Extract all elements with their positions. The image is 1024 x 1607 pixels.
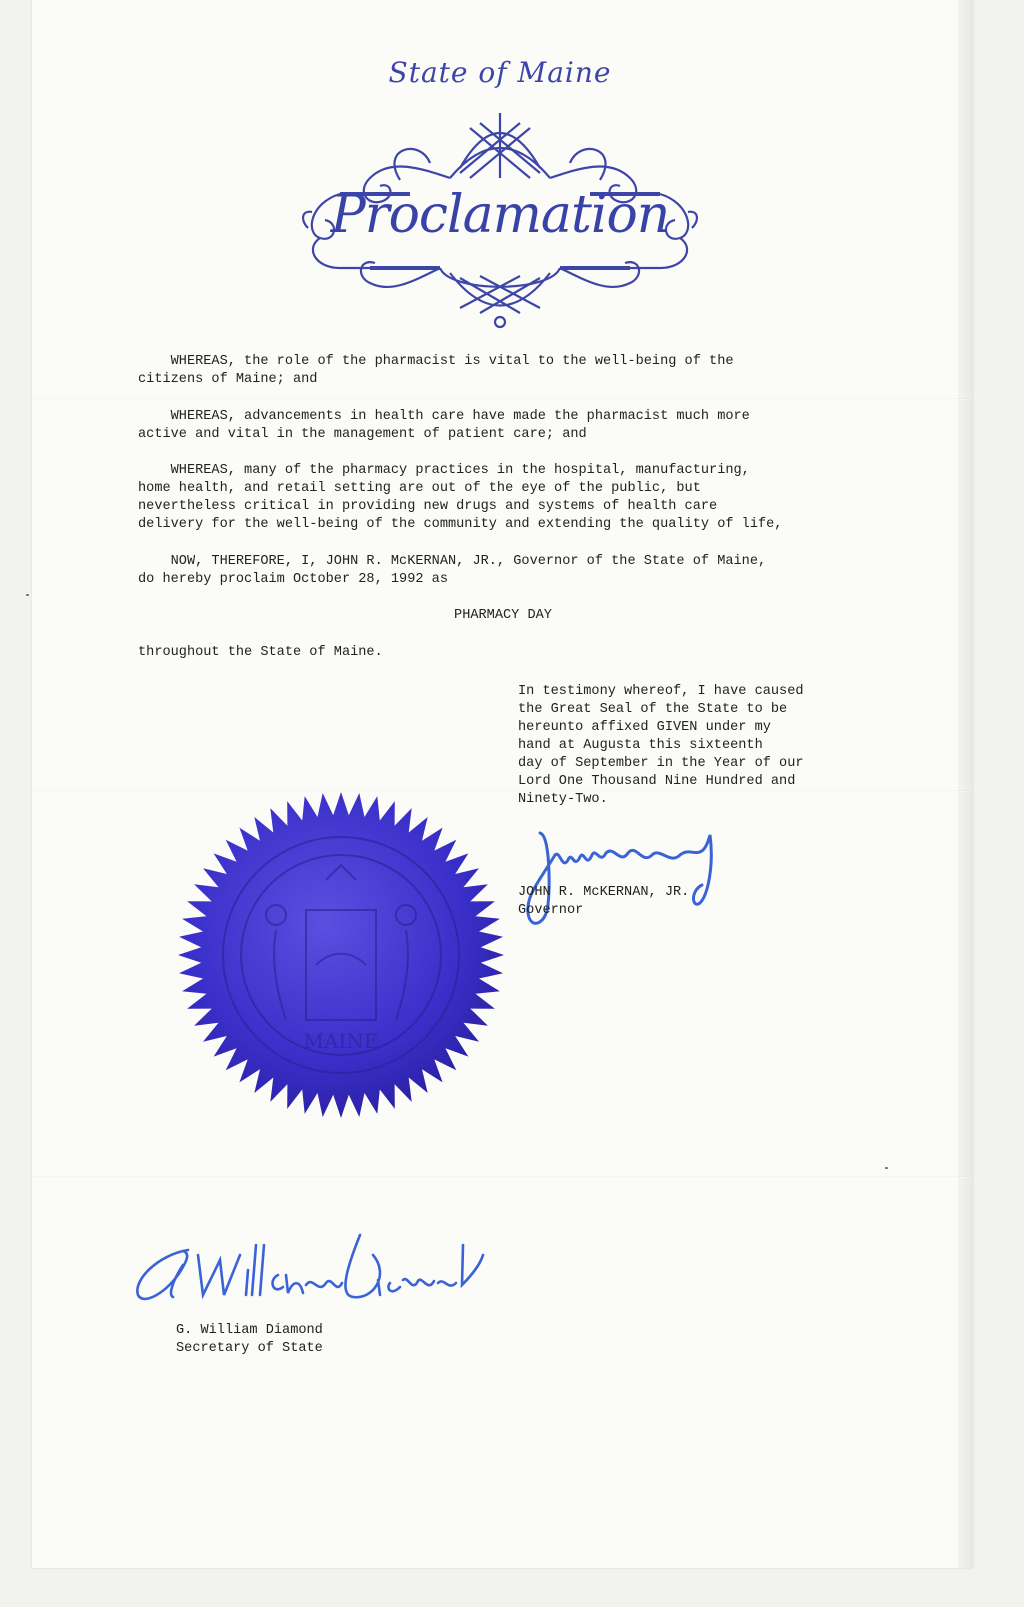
whereas-clause-2: WHEREAS, advancements in health care have made the pharmacist much more active and vital in the management of patient care; and	[138, 409, 750, 442]
paper-speck	[885, 1167, 888, 1169]
day-name: PHARMACY DAY	[454, 608, 552, 623]
proclamation-title: Proclamation	[330, 185, 670, 245]
paper-edge	[958, 0, 972, 1568]
governor-name: JOHN R. McKERNAN, JR. Governor	[518, 885, 690, 918]
fold-line	[32, 1176, 972, 1178]
testimony-block: In testimony whereof, I have caused the Great Seal of the State to be hereunto affixed GIVEN under my hand at Augusta this sixteenth day of September in the Year of our Lord One Thousand Nine Hundred and Ninety-Two.	[518, 684, 804, 807]
seal-label: MAINE	[303, 1029, 379, 1053]
secretary-signature	[128, 1225, 488, 1335]
state-seal-icon	[176, 790, 506, 1120]
state-heading: State of Maine	[388, 56, 612, 89]
secretary-name: G. William Diamond Secretary of State	[176, 1323, 323, 1356]
paper-speck	[26, 594, 29, 596]
now-therefore-clause: NOW, THEREFORE, I, JOHN R. McKERNAN, JR., Governor of the State of Maine, do hereby proclaim October 28, 1992 as	[138, 554, 767, 587]
whereas-clause-3: WHEREAS, many of the pharmacy practices in the hospital, manufacturing, home health, and retail setting are out of the eye of the public, but nevertheless critical in providing new drugs and systems of health care delivery for the well-being of the community and extending the quality of life,	[138, 463, 783, 532]
throughout-clause: throughout the State of Maine.	[138, 645, 383, 660]
whereas-clause-1: WHEREAS, the role of the pharmacist is vital to the well-being of the citizens of Maine; and	[138, 354, 734, 387]
fold-line	[32, 398, 972, 400]
